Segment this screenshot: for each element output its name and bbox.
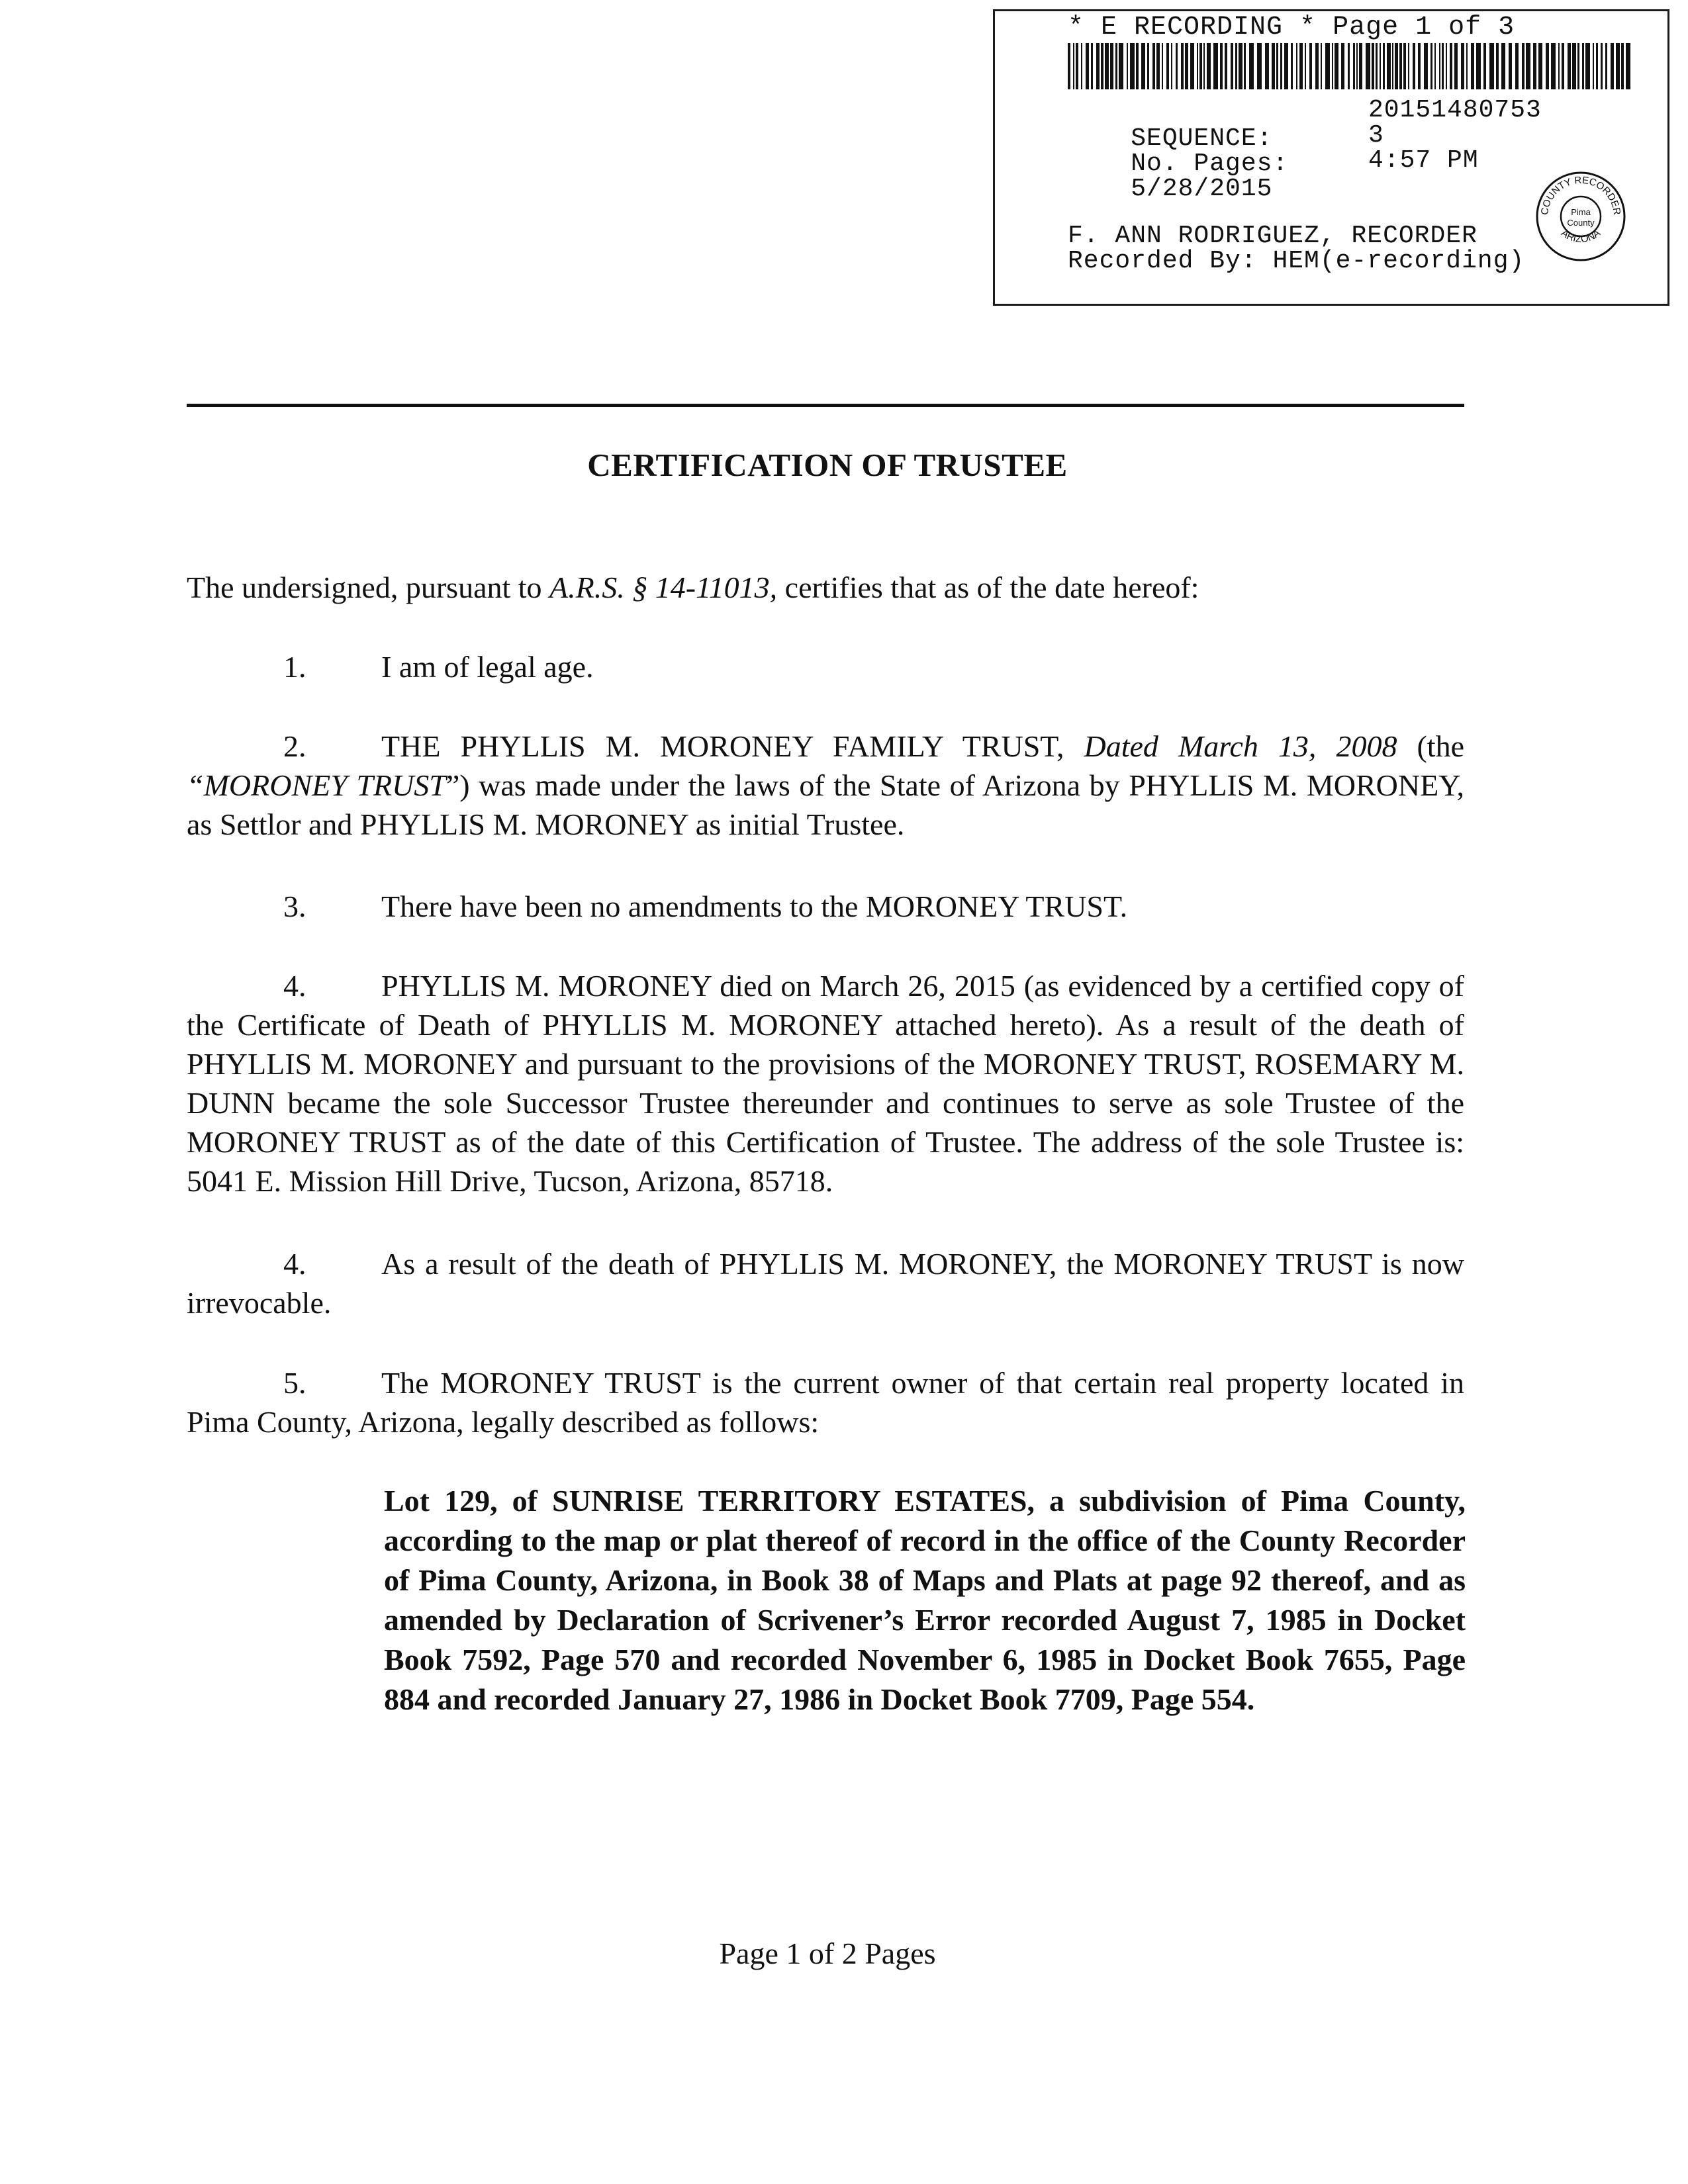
barcode-bar bbox=[1439, 43, 1440, 89]
recording-stamp bbox=[993, 9, 1669, 306]
barcode-bar bbox=[1515, 43, 1519, 89]
item-4a bbox=[187, 966, 1464, 1201]
record-date: 5/28/2015 bbox=[1131, 175, 1273, 203]
barcode-bar bbox=[1341, 43, 1344, 89]
barcode-bar bbox=[1476, 43, 1481, 89]
barcode-bar bbox=[1446, 43, 1447, 89]
barcode-bar bbox=[1348, 43, 1350, 89]
item-text: PHYLLIS M. MORONEY died on March 26, 2015 (as evidenced by a certified copy of the Certificate of Death of PHYLLIS M. MORONEY attached hereto). As a result of the death of PHYLLIS M. MORONEY and pursuant to the provisions of the MORONEY TRUST, ROSEMARY M. DUNN became the sole Successor Trustee thereunder and continues to serve as sole Trustee of the MORONEY TRUST as of the date of this Certification of Trustee. The address of the sole Trustee is: 5041 E. Mission Hill Drive, Tucson, Arizona, 85718. bbox=[187, 969, 1464, 1198]
barcode-bar bbox=[1522, 43, 1524, 89]
item-text: As a result of the death of PHYLLIS M. MORONEY, the MORONEY TRUST is now irrevocable. bbox=[187, 1247, 1464, 1320]
barcode-bar bbox=[1076, 43, 1078, 89]
document-title: CERTIFICATION OF TRUSTEE bbox=[587, 447, 1068, 483]
seal-center-text-2: County bbox=[1567, 218, 1595, 228]
barcode-bar bbox=[1399, 43, 1402, 89]
barcode-bar bbox=[1450, 43, 1452, 89]
barcode-bar bbox=[1257, 43, 1262, 89]
item-5 bbox=[187, 1363, 1464, 1441]
barcode-bar bbox=[1130, 43, 1135, 89]
barcode-bar bbox=[1220, 43, 1223, 89]
item-number: 5. bbox=[283, 1366, 306, 1400]
barcode-bar bbox=[1546, 43, 1549, 89]
item-number: 1. bbox=[283, 650, 306, 684]
barcode-bar bbox=[1162, 43, 1163, 89]
county-seal-icon bbox=[1534, 170, 1627, 263]
item-4b bbox=[187, 1244, 1464, 1322]
barcode-bar bbox=[1325, 43, 1330, 89]
barcode-icon bbox=[1068, 43, 1632, 89]
barcode-bar bbox=[1538, 43, 1542, 89]
intro-statute: A.R.S. § 14-11013, bbox=[549, 570, 778, 604]
item-3 bbox=[187, 887, 1464, 926]
barcode-bar bbox=[1176, 43, 1178, 89]
intro-paragraph bbox=[187, 568, 1464, 607]
barcode-bar bbox=[1225, 43, 1227, 89]
sequence-label: SEQUENCE: bbox=[1131, 124, 1273, 153]
item-number: 3. bbox=[283, 889, 306, 923]
barcode-bar bbox=[1366, 43, 1370, 89]
barcode-bar bbox=[1199, 43, 1202, 89]
barcode-bar bbox=[1197, 43, 1198, 89]
barcode-bar bbox=[1309, 43, 1312, 89]
barcode-bar bbox=[1558, 43, 1560, 89]
barcode-bar bbox=[1376, 43, 1378, 89]
barcode-bar bbox=[1136, 43, 1139, 89]
barcode-bar bbox=[1605, 43, 1607, 89]
item-number: 4. bbox=[283, 969, 306, 1003]
barcode-bar bbox=[1166, 43, 1169, 89]
barcode-bar bbox=[1156, 43, 1160, 89]
item-text: The MORONEY TRUST is the current owner of that certain real property located in Pima County, Arizona, legally described as follows: bbox=[187, 1366, 1464, 1439]
barcode-bar bbox=[1213, 43, 1218, 89]
barcode-bar bbox=[1147, 43, 1149, 89]
barcode-bar bbox=[1171, 43, 1172, 89]
barcode-bar bbox=[1626, 43, 1630, 89]
barcode-bar bbox=[1621, 43, 1624, 89]
recorder-name: F. ANN RODRIGUEZ, RECORDER bbox=[1068, 222, 1477, 250]
barcode-bar bbox=[1359, 43, 1362, 89]
barcode-bar bbox=[1356, 43, 1358, 89]
barcode-bar bbox=[1284, 43, 1288, 89]
barcode-bar bbox=[1181, 43, 1184, 89]
barcode-bar bbox=[1081, 43, 1082, 89]
trust-date: Dated March 13, 2008 bbox=[1084, 729, 1397, 763]
barcode-bar bbox=[1239, 43, 1243, 89]
item-text-e: ”) was made under the laws of the State of Arizona by PHYLLIS M. MORONEY, as Settlor and PHYLLIS M. MORONEY as initial Trustee. bbox=[187, 768, 1464, 841]
barcode-bar bbox=[1483, 43, 1486, 89]
barcode-bar bbox=[1430, 43, 1432, 89]
barcode-bar bbox=[1091, 43, 1093, 89]
barcode-bar bbox=[1562, 43, 1564, 89]
barcode-bar bbox=[1119, 43, 1123, 89]
trust-short-name: “MORONEY TRUST bbox=[187, 768, 446, 802]
pages-label: No. Pages: bbox=[1131, 150, 1289, 178]
barcode-bar bbox=[1395, 43, 1398, 89]
barcode-bar bbox=[1276, 43, 1278, 89]
barcode-bar bbox=[1141, 43, 1145, 89]
barcode-bar bbox=[1418, 43, 1421, 89]
barcode-bar bbox=[1321, 43, 1322, 89]
barcode-bar bbox=[1101, 43, 1103, 89]
barcode-bar bbox=[1454, 43, 1458, 89]
barcode-bar bbox=[1296, 43, 1297, 89]
barcode-bar bbox=[1096, 43, 1100, 89]
item-text-a: THE PHYLLIS M. MORONEY FAMILY TRUST, bbox=[381, 729, 1084, 763]
legal-description: Lot 129, of SUNRISE TERRITORY ESTATES, a subdivision of Pima County, according to the map or plat thereof of record in the office of the County Recorder of Pima County, Arizona, in Book 38 of Maps and Plats at page 92 thereof, and as amended by Declaration of Scrivener’s Error recorded August 7, 1985 in Docket Book 7592, Page 570 and recorded November 6, 1985 in Docket Book 7655, Page 884 and recorded January 27, 1986 in Docket Book 7709, Page 554. bbox=[384, 1484, 1466, 1716]
barcode-bar bbox=[1582, 43, 1584, 89]
barcode-bar bbox=[1299, 43, 1303, 89]
barcode-bar bbox=[1551, 43, 1556, 89]
barcode-bar bbox=[1383, 43, 1385, 89]
barcode-bar bbox=[1280, 43, 1282, 89]
barcode-bar bbox=[1249, 43, 1254, 89]
seal-center-text-1: Pima bbox=[1571, 207, 1591, 217]
seal-bottom-text: ARIZONA bbox=[1559, 227, 1603, 246]
intro-text-pre: The undersigned, pursuant to bbox=[187, 570, 550, 604]
barcode-bar bbox=[1434, 43, 1436, 89]
item-text: I am of legal age. bbox=[381, 650, 594, 684]
sequence-value: 20151480753 bbox=[1368, 96, 1542, 124]
seal-top-text: COUNTY RECORDER bbox=[1538, 174, 1623, 216]
header-rule bbox=[187, 404, 1464, 407]
barcode-bar bbox=[1466, 43, 1468, 89]
svg-text:ARIZONA bbox=[1559, 228, 1603, 246]
barcode-bar bbox=[1601, 43, 1603, 89]
barcode-bar bbox=[1611, 43, 1614, 89]
barcode-bar bbox=[1203, 43, 1205, 89]
barcode-bar bbox=[1616, 43, 1620, 89]
barcode-bar bbox=[1585, 43, 1590, 89]
barcode-bar bbox=[1403, 43, 1406, 89]
barcode-bar bbox=[1408, 43, 1409, 89]
barcode-bar bbox=[1315, 43, 1319, 89]
barcode-bar bbox=[1387, 43, 1391, 89]
barcode-bar bbox=[1235, 43, 1237, 89]
intro-text-post: certifies that as of the date hereof: bbox=[777, 570, 1199, 604]
barcode-bar bbox=[1526, 43, 1530, 89]
barcode-bar bbox=[1207, 43, 1211, 89]
barcode-bar bbox=[1424, 43, 1428, 89]
item-1 bbox=[187, 647, 1464, 686]
record-time: 4:57 PM bbox=[1368, 146, 1479, 175]
item-number: 4. bbox=[283, 1247, 306, 1281]
barcode-bar bbox=[1332, 43, 1333, 89]
barcode-bar bbox=[1489, 43, 1494, 89]
barcode-bar bbox=[1413, 43, 1415, 89]
barcode-bar bbox=[1509, 43, 1512, 89]
barcode-bar bbox=[1152, 43, 1155, 89]
barcode-bar bbox=[1353, 43, 1355, 89]
barcode-bar bbox=[1335, 43, 1338, 89]
barcode-bar bbox=[1127, 43, 1128, 89]
barcode-bar bbox=[1596, 43, 1598, 89]
barcode-bar bbox=[1568, 43, 1571, 89]
barcode-bar bbox=[1068, 43, 1070, 89]
barcode-bar bbox=[1244, 43, 1246, 89]
barcode-bar bbox=[1073, 43, 1074, 89]
barcode-bar bbox=[1105, 43, 1109, 89]
barcode-bar bbox=[1305, 43, 1306, 89]
barcode-bar bbox=[1442, 43, 1444, 89]
barcode-bar bbox=[1272, 43, 1275, 89]
barcode-bar bbox=[1372, 43, 1374, 89]
item-2 bbox=[187, 727, 1464, 844]
barcode-bar bbox=[1086, 43, 1089, 89]
barcode-bar bbox=[1572, 43, 1576, 89]
barcode-bar bbox=[1593, 43, 1594, 89]
barcode-bar bbox=[1501, 43, 1505, 89]
item-text: There have been no amendments to the MORONEY TRUST. bbox=[381, 889, 1128, 923]
barcode-bar bbox=[1291, 43, 1293, 89]
barcode-bar bbox=[1461, 43, 1464, 89]
pages-value: 3 bbox=[1368, 121, 1384, 150]
barcode-bar bbox=[1533, 43, 1536, 89]
item-number: 2. bbox=[283, 729, 306, 763]
barcode-bar bbox=[1577, 43, 1579, 89]
stamp-header: * E RECORDING * Page 1 of 3 bbox=[1068, 13, 1515, 42]
barcode-bar bbox=[1110, 43, 1113, 89]
barcode-bar bbox=[1115, 43, 1117, 89]
barcode-bar bbox=[1380, 43, 1381, 89]
barcode-bar bbox=[1392, 43, 1393, 89]
barcode-bar bbox=[1496, 43, 1499, 89]
barcode-bar bbox=[1231, 43, 1233, 89]
barcode-bar bbox=[1190, 43, 1194, 89]
page-footer: Page 1 of 2 Pages bbox=[719, 1936, 936, 1970]
recorded-by: Recorded By: HEM(e-recording) bbox=[1068, 247, 1525, 275]
barcode-bar bbox=[1185, 43, 1188, 89]
barcode-bar bbox=[1265, 43, 1269, 89]
barcode-bar bbox=[1471, 43, 1474, 89]
item-text-c: (the bbox=[1397, 729, 1464, 763]
